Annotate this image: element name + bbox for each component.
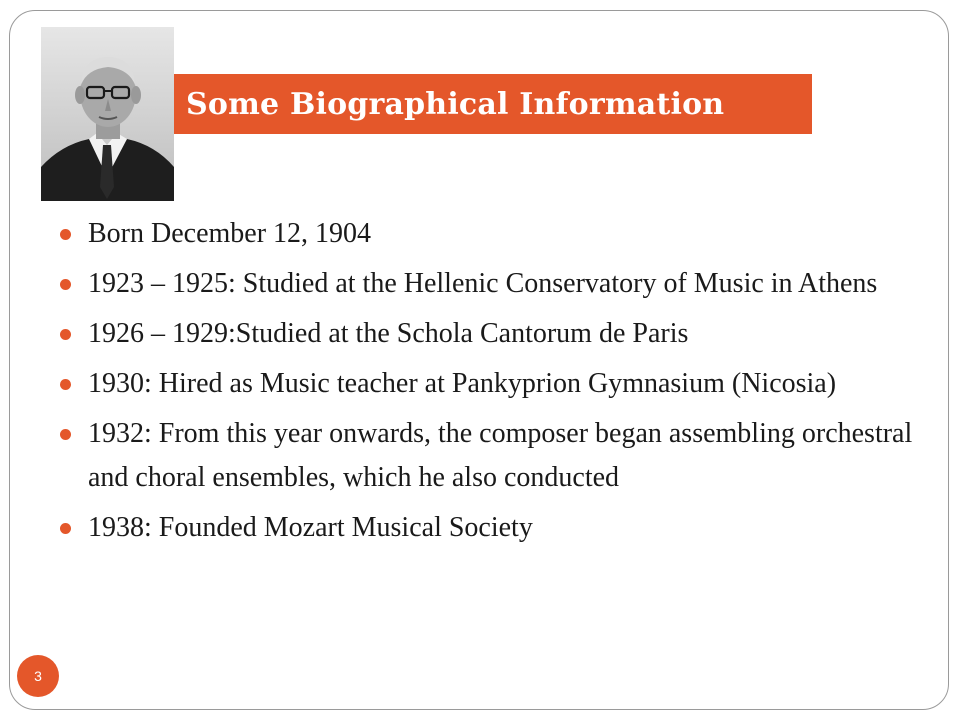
slide-number: 3 [34, 668, 42, 684]
bullet-item [60, 362, 920, 406]
portrait-image [41, 27, 174, 201]
bullet-dot-icon [60, 429, 71, 440]
bullet-list [60, 212, 920, 556]
slide-title: Some Biographical Information [186, 86, 725, 122]
bullet-text: 1938: Founded Mozart Musical Society [88, 512, 533, 543]
bullet-dot-icon [60, 279, 71, 290]
title-bar [174, 74, 812, 134]
bullet-text: 1932: From this year onwards, the composer began assembling orchestral and choral ensembles, which he also conducted [88, 418, 913, 493]
bullet-item [60, 262, 920, 306]
bullet-text: 1923 – 1925: Studied at the Hellenic Conservatory of Music in Athens [88, 268, 878, 299]
bullet-dot-icon [60, 329, 71, 340]
bullet-text: 1926 – 1929:Studied at the Schola Cantorum de Paris [88, 318, 689, 349]
slide-number-badge [17, 655, 59, 697]
bullet-item [60, 212, 920, 256]
bullet-text: 1930: Hired as Music teacher at Pankyprion Gymnasium (Nicosia) [88, 368, 837, 399]
bullet-dot-icon [60, 523, 71, 534]
bullet-item [60, 412, 920, 500]
bullet-dot-icon [60, 379, 71, 390]
bullet-dot-icon [60, 229, 71, 240]
bullet-item [60, 506, 920, 550]
portrait-photo [41, 27, 174, 201]
bullet-text: Born December 12, 1904 [88, 218, 372, 249]
bullet-item [60, 312, 920, 356]
